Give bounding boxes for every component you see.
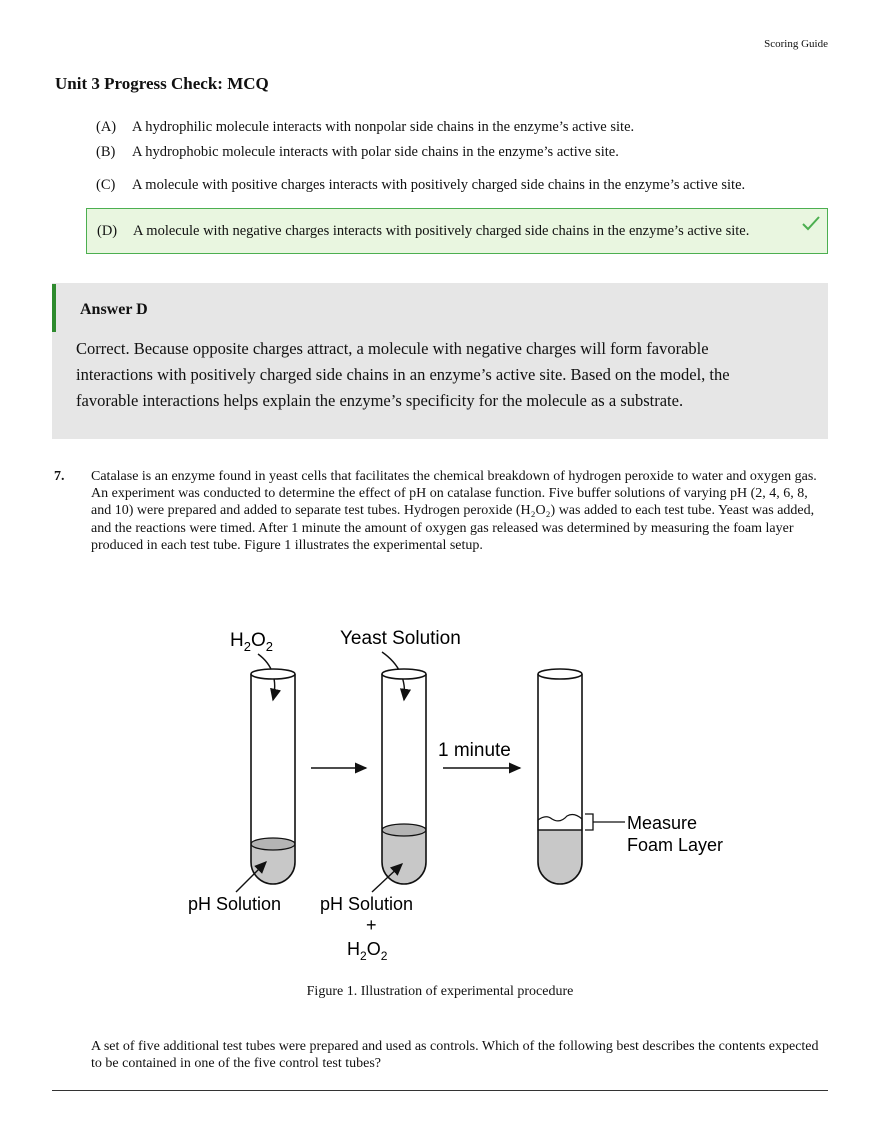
yeast-label: Yeast Solution <box>340 628 461 649</box>
measure-label-line2: Foam Layer <box>627 835 724 855</box>
question-followup: A set of five additional test tubes were prepared and used as controls. Which of the following best describes the contents expected to be contained in one of the five control test tubes? <box>91 1039 819 1072</box>
h2o2-label: $H_2O_2$ <box>230 630 273 654</box>
checkmark-icon <box>801 215 821 231</box>
choice-letter: (C) <box>96 176 116 193</box>
test-tube-3 <box>538 669 582 884</box>
choice-a[interactable] <box>86 117 828 137</box>
h2o2-label-bottom: $H_2O_2$ <box>347 939 388 963</box>
foam-layer <box>538 815 582 830</box>
choice-letter: (A) <box>96 118 117 135</box>
test-tube-2 <box>382 669 426 884</box>
ph-label-2: pH Solution <box>320 894 414 914</box>
answer-heading: Answer D <box>80 301 148 318</box>
question-stem: Catalase is an enzyme found in yeast cells that facilitates the chemical breakdown of hydrogen peroxide to water and oxygen gas. An experiment was conducted to determine the effect of pH on catalase function. Five buffer solutions of varying pH (2, 4, 6, 8, and 10) were prepared and added to separate test tubes. Hydrogen peroxide (H₂O₂) was added to each test tube. Yeast was added, and the reactions were timed. After 1 minute the amount of oxygen gas released was determined by measuring the foam layer produced in each test tube. Figure 1 illustrates the experimental setup. <box>91 469 817 553</box>
answer-explanation: Correct. Because opposite charges attract, a molecule with negative charges will form favorable interactions with positively charged side chains in an enzyme’s active site. Based on the model, the favorable interactions helps explain the enzyme’s specificity for the molecule as a substrate. <box>76 339 730 410</box>
answer-panel <box>52 283 828 439</box>
choice-b[interactable] <box>86 142 828 162</box>
choice-text: A hydrophilic molecule interacts with nonpolar side chains in the enzyme’s active site. <box>132 118 635 135</box>
choice-d-correct[interactable] <box>86 208 828 254</box>
time-label: 1 minute <box>438 740 511 761</box>
choice-c[interactable] <box>86 166 828 204</box>
choice-letter: (D) <box>97 222 118 239</box>
unit-title: Unit 3 Progress Check: MCQ <box>55 74 269 93</box>
scoring-guide-label: Scoring Guide <box>764 38 828 50</box>
plus-label: + <box>366 915 377 935</box>
bottom-divider <box>52 1090 828 1091</box>
measure-bracket <box>585 814 593 830</box>
choice-letter: (B) <box>96 143 116 160</box>
choice-text: A molecule with positive charges interacts with positively charged side chains in the enzyme’s active site. <box>132 176 746 193</box>
choice-text: A hydrophobic molecule interacts with polar side chains in the enzyme’s active site. <box>132 143 619 160</box>
choice-text: A molecule with negative charges interacts with positively charged side chains in the enzyme’s active site. <box>133 222 750 239</box>
experiment-figure <box>180 622 740 972</box>
test-tube-1 <box>251 669 295 884</box>
question-number: 7. <box>54 469 65 484</box>
ph-label-1: pH Solution <box>188 894 282 914</box>
measure-label-line1: Measure <box>627 813 698 833</box>
answer-accent-bar <box>52 284 56 332</box>
figure-caption: Figure 1. Illustration of experimental procedure <box>306 984 574 999</box>
